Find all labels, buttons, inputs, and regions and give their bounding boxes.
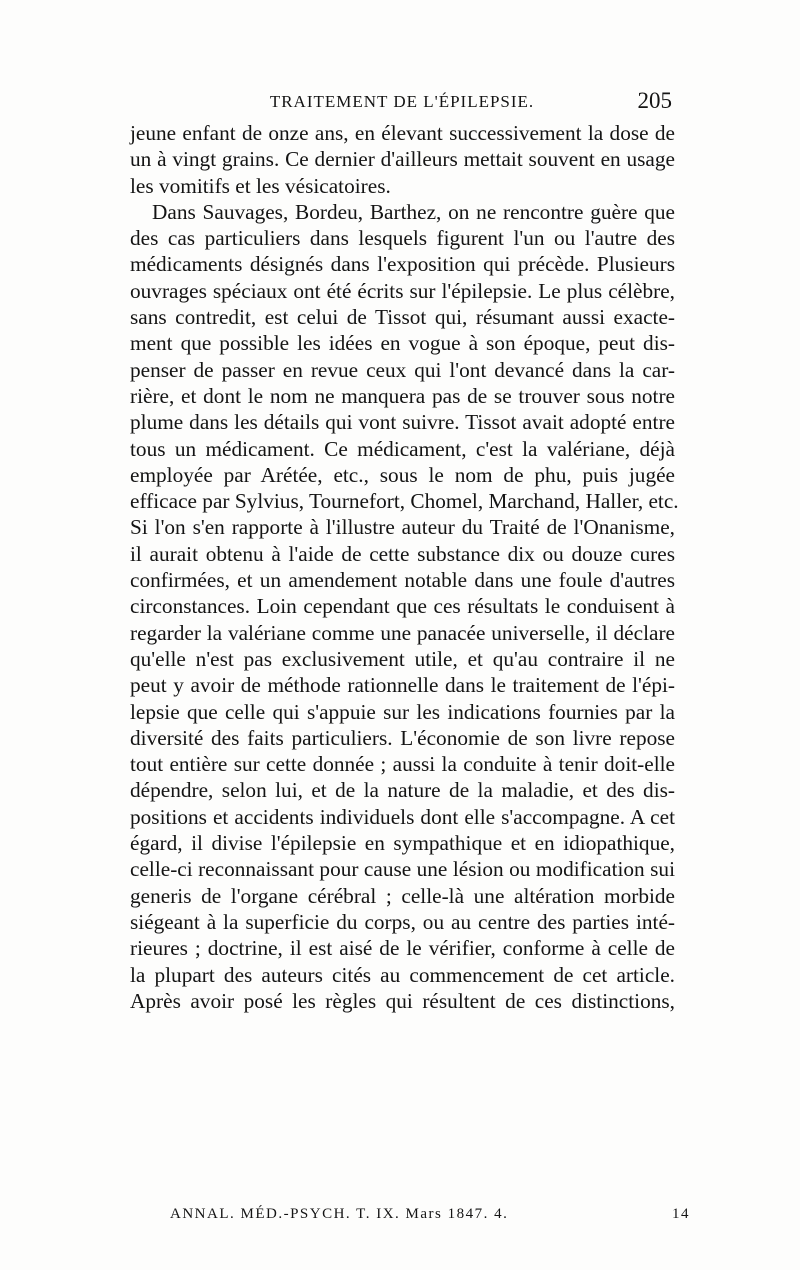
text-line-6: médicaments désignés dans l'exposition qui précède. Plusieurs — [130, 252, 675, 277]
text-line-29: celle-ci reconnaissant pour cause une lésion ou modification sui — [130, 857, 675, 882]
text-line-25: tout entière sur cette donnée ; aussi la conduite à tenir doit-elle — [130, 752, 675, 777]
body-text — [130, 120, 679, 1014]
running-head: TRAITEMENT DE L'ÉPILEPSIE. — [269, 92, 535, 111]
text-line-33: la plupart des auteurs cités au commencement de cet article. — [130, 962, 675, 987]
text-line-26: dépendre, selon lui, et de la nature de la maladie, et des dis- — [130, 778, 675, 803]
page-header — [132, 88, 672, 118]
journal-signature: ANNAL. MÉD.-PSYCH. T. IX. Mars 1847. 4. — [170, 1206, 509, 1222]
text-line-22: peut y avoir de méthode rationnelle dans le traitement de l'épi- — [130, 673, 675, 698]
text-line-34: Après avoir posé les règles qui résultent de ces distinctions, — [130, 988, 675, 1013]
page-footer — [170, 1206, 690, 1228]
text-line-12: plume dans les détails qui vont suivre. Tissot avait adopté entre — [130, 410, 675, 435]
text-line-3: les vomitifs et les vésicatoires. — [130, 173, 391, 198]
text-line-18: confirmées, et un amendement notable dans une foule d'autres — [130, 568, 675, 593]
text-line-15: efficace par Sylvius, Tournefort, Chomel, Marchand, Haller, etc. — [130, 489, 679, 514]
sheet-signature: 14 — [672, 1206, 690, 1222]
text-line-16: Si l'on s'en rapporte à l'illustre auteur du Traité de l'Onanisme, — [130, 515, 675, 540]
text-line-32: rieures ; doctrine, il est aisé de le vérifier, conforme à celle de — [130, 936, 675, 961]
text-line-23: lepsie que celle qui s'appuie sur les indications fournies par la — [130, 699, 675, 724]
text-line-11: rière, et dont le nom ne manquera pas de se trouver sous notre — [130, 383, 675, 408]
text-line-17: il aurait obtenu à l'aide de cette substance dix ou douze cures — [130, 541, 675, 566]
text-line-9: ment que possible les idées en vogue à son époque, peut dis- — [130, 331, 675, 356]
text-line-4: Dans Sauvages, Bordeu, Barthez, on ne rencontre guère que — [152, 199, 675, 224]
text-line-14: employée par Arétée, etc., sous le nom de phu, puis jugée — [130, 462, 675, 487]
text-line-24: diversité des faits particuliers. L'économie de son livre repose — [130, 725, 675, 750]
text-line-21: qu'elle n'est pas exclusivement utile, et qu'au contraire il ne — [130, 646, 675, 671]
text-line-30: generis de l'organe cérébral ; celle-là une altération morbide — [130, 883, 675, 908]
text-line-28: égard, il divise l'épilepsie en sympathique et en idiopathique, — [130, 831, 675, 856]
text-line-7: ouvrages spéciaux ont été écrits sur l'épilepsie. Le plus célèbre, — [130, 278, 675, 303]
text-line-27: positions et accidents individuels dont elle s'accompagne. A cet — [130, 804, 675, 829]
text-line-5: des cas particuliers dans lesquels figurent l'un ou l'autre des — [130, 226, 675, 251]
text-line-1: jeune enfant de onze ans, en élevant successivement la dose de — [130, 121, 675, 145]
text-line-10: penser de passer en revue ceux qui l'ont devancé dans la car- — [130, 357, 675, 382]
text-line-31: siégeant à la superficie du corps, ou au centre des parties inté- — [130, 909, 675, 934]
text-line-8: sans contredit, est celui de Tissot qui, résumant aussi exacte- — [130, 305, 675, 330]
text-line-2: un à vingt grains. Ce dernier d'ailleurs mettait souvent en usage — [130, 147, 675, 172]
text-line-13: tous un médicament. Ce médicament, c'est la valériane, déjà — [130, 436, 675, 461]
page-number: 205 — [637, 88, 672, 113]
text-line-20: regarder la valériane comme une panacée universelle, il déclare — [130, 620, 675, 645]
text-line-19: circonstances. Loin cependant que ces résultats le conduisent à — [130, 594, 675, 619]
